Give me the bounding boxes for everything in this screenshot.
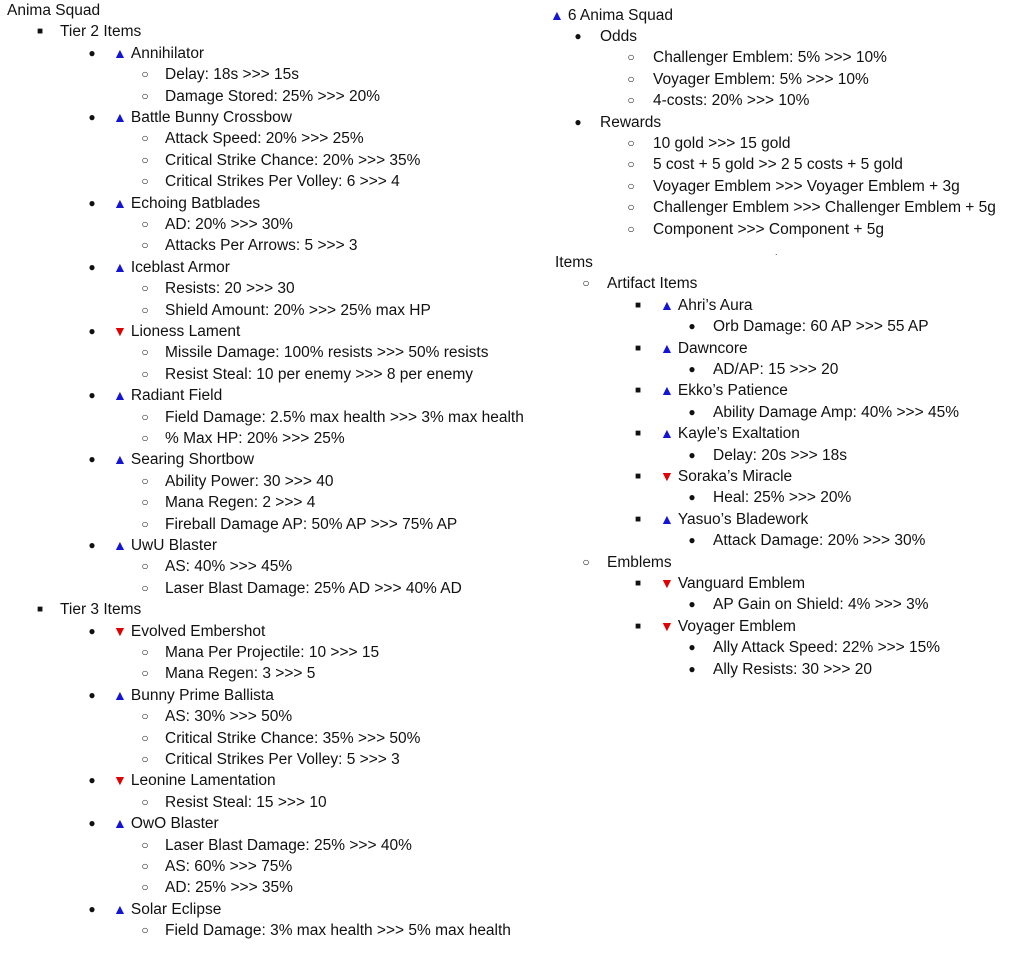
outline-item-label: Mana Regen: 2 >>> 4	[165, 494, 316, 512]
buff-arrow-up-icon: ▲	[113, 537, 127, 553]
outline-item-label: % Max HP: 20% >>> 25%	[165, 430, 345, 447]
outline-item-label: Laser Blast Damage: 25% AD >>> 40% AD	[165, 579, 462, 597]
buff-arrow-up-icon: ▲	[113, 194, 127, 211]
outline-item-label: Voyager Emblem: 5% >>> 10%	[653, 70, 869, 88]
outline-item-label: Ahri’s Aura	[677, 296, 753, 314]
hollow-bullet-icon: ○	[627, 178, 635, 193]
outline-item	[165, 556, 292, 577]
outline-item-label: AD: 20% >>> 30%	[165, 216, 293, 233]
outline-item-label: Fireball Damage AP: 50% AP >>> 75% AP	[165, 515, 458, 533]
square-bullet-icon: ■	[634, 299, 642, 311]
outline-item	[165, 492, 315, 513]
outline-item-label: OwO Blaster	[130, 815, 219, 833]
outline-item-label: Attacks Per Arrows: 5 >>> 3	[165, 237, 358, 255]
hollow-bullet-icon: ○	[582, 276, 590, 291]
nerf-arrow-down-icon: ▼	[113, 772, 127, 789]
outline-item-label: Component >>> Component + 5g	[653, 220, 884, 238]
outline-item	[555, 252, 593, 273]
buff-arrow-up-icon: ▲	[113, 815, 127, 832]
outline-item	[165, 856, 292, 877]
outline-item	[660, 380, 788, 401]
outline-item	[713, 530, 925, 551]
outline-item-label: Voyager Emblem	[677, 617, 796, 635]
filled-bullet-icon: ●	[688, 362, 696, 376]
outline-item-label: Leonine Lamentation	[130, 772, 276, 790]
outline-item	[653, 90, 809, 111]
outline-item	[165, 920, 511, 941]
outline-item	[165, 749, 400, 770]
outline-item	[713, 659, 872, 680]
buff-arrow-up-icon: ▲	[113, 900, 127, 917]
outline-item-label: Ability Power: 30 >>> 40	[165, 472, 334, 490]
buff-arrow-up-icon: ▲	[113, 44, 127, 61]
outline-item	[113, 621, 265, 642]
hollow-bullet-icon: ○	[141, 88, 149, 103]
outline-item	[165, 428, 345, 449]
outline-item-label: 6 Anima Squad	[567, 6, 673, 24]
buff-arrow-up-icon: ▲	[113, 109, 127, 125]
hollow-bullet-icon: ○	[141, 730, 149, 745]
outline-item-label: Attack Damage: 20% >>> 30%	[713, 532, 926, 550]
outline-item	[165, 663, 315, 684]
square-bullet-icon: ■	[634, 513, 642, 525]
outline-item	[660, 423, 800, 444]
outline-item-label: Soraka’s Miracle	[677, 468, 793, 485]
outline-item-label: Tier 2 Items	[60, 23, 142, 41]
buff-arrow-up-icon: ▲	[660, 382, 674, 399]
outline-item	[713, 402, 959, 423]
outline-item-label: AS: 30% >>> 50%	[165, 708, 293, 726]
outline-item	[165, 642, 379, 663]
outline-item	[113, 43, 204, 64]
outline-item-label: Evolved Embershot	[130, 622, 266, 640]
outline-item	[713, 445, 847, 466]
outline-item-label: Lioness Lament	[130, 323, 241, 340]
outline-item-label: Mana Regen: 3 >>> 5	[165, 665, 316, 683]
outline-item-label: Ability Damage Amp: 40% >>> 45%	[713, 403, 959, 421]
outline-item-label: Mana Per Projectile: 10 >>> 15	[165, 644, 380, 661]
outline-item-label: Rewards	[600, 113, 662, 131]
outline-item	[113, 321, 240, 342]
outline-item-label: Echoing Batblades	[130, 194, 261, 212]
outline-item-label: Challenger Emblem >>> Challenger Emblem + 5g	[653, 199, 996, 217]
outline-item-label: Missile Damage: 100% resists >>> 50% resists	[165, 344, 489, 362]
hollow-bullet-icon: ○	[141, 837, 149, 852]
hollow-bullet-icon: ○	[141, 752, 149, 766]
outline-item-label: AS: 60% >>> 75%	[165, 858, 293, 875]
filled-bullet-icon: ●	[88, 816, 96, 831]
outline-item	[113, 813, 219, 834]
filled-bullet-icon: ●	[574, 114, 582, 129]
hollow-bullet-icon: ○	[141, 131, 149, 146]
outline-item-label: Field Damage: 3% max health >>> 5% max health	[165, 922, 511, 940]
hollow-bullet-icon: ○	[627, 135, 635, 150]
hollow-bullet-icon: ○	[141, 238, 149, 253]
outline-item	[550, 5, 673, 26]
nerf-arrow-down-icon: ▼	[660, 575, 674, 591]
outline-item	[653, 69, 869, 90]
outline-item-label: AD/AP: 15 >>> 20	[713, 361, 839, 378]
outline-item-label: Shield Amount: 20% >>> 25% max HP	[165, 301, 431, 319]
hollow-bullet-icon: ○	[627, 93, 635, 108]
outline-item	[713, 594, 929, 615]
outline-item	[60, 21, 141, 42]
outline-item	[660, 573, 805, 594]
square-bullet-icon: ■	[634, 471, 642, 482]
filled-bullet-icon: ●	[688, 404, 696, 419]
filled-bullet-icon: ●	[88, 388, 96, 403]
outline-item	[607, 552, 672, 573]
hollow-bullet-icon: ○	[141, 794, 149, 809]
outline-item-label: Orb Damage: 60 AP >>> 55 AP	[713, 318, 929, 336]
outline-item-label: AP Gain on Shield: 4% >>> 3%	[713, 596, 929, 614]
outline-item	[165, 407, 524, 428]
hollow-bullet-icon: ○	[141, 302, 149, 317]
outline-item	[113, 770, 276, 791]
outline-item-label: Resists: 20 >>> 30	[165, 280, 295, 298]
outline-item	[165, 728, 420, 749]
hollow-bullet-icon: ○	[141, 880, 149, 895]
hollow-bullet-icon: ○	[141, 409, 149, 424]
nerf-arrow-down-icon: ▼	[113, 323, 127, 339]
outline-item	[653, 47, 887, 68]
outline-item-label: Tier 3 Items	[60, 601, 142, 619]
hollow-bullet-icon: ○	[141, 67, 149, 82]
filled-bullet-icon: ●	[688, 533, 696, 548]
outline-item	[165, 835, 412, 856]
outline-item	[165, 64, 299, 85]
outline-item	[607, 273, 697, 294]
hollow-bullet-icon: ○	[627, 221, 635, 236]
outline-item	[653, 219, 884, 240]
outline-item	[660, 338, 748, 359]
nerf-arrow-down-icon: ▼	[660, 468, 674, 484]
outline-item-label: Ally Resists: 30 >>> 20	[713, 660, 872, 678]
outline-item-label: Solar Eclipse	[130, 900, 222, 918]
filled-bullet-icon: ●	[688, 661, 696, 676]
filled-bullet-icon: ●	[88, 901, 96, 916]
outline-item	[165, 578, 462, 599]
buff-arrow-up-icon: ▲	[660, 339, 674, 356]
filled-bullet-icon: ●	[688, 490, 696, 505]
hollow-bullet-icon: ○	[141, 473, 149, 488]
nerf-arrow-down-icon: ▼	[660, 617, 674, 634]
outline-item	[165, 364, 473, 385]
outline-item-label: Anima Squad	[7, 2, 101, 19]
outline-item-label: Attack Speed: 20% >>> 25%	[165, 130, 364, 148]
outline-item	[653, 154, 903, 175]
outline-item	[165, 792, 327, 813]
hollow-bullet-icon: ○	[141, 152, 149, 167]
outline-item	[7, 0, 100, 21]
buff-arrow-up-icon: ▲	[550, 6, 564, 23]
filled-bullet-icon: ●	[88, 324, 96, 338]
outline-item-label: Delay: 20s >>> 18s	[713, 446, 847, 464]
outline-item	[653, 133, 790, 154]
filled-bullet-icon: ●	[88, 45, 96, 60]
outline-item	[165, 300, 431, 321]
outline-item-label: Laser Blast Damage: 25% >>> 40%	[165, 836, 412, 854]
outline-item-label: Odds	[600, 27, 638, 45]
square-bullet-icon: ■	[634, 578, 642, 589]
outline-item	[713, 637, 940, 658]
outline-item-label: UwU Blaster	[130, 537, 217, 554]
outline-item	[165, 150, 420, 171]
outline-item-label: Annihilator	[130, 44, 205, 62]
outline-item	[660, 466, 792, 487]
outline-item-label: Battle Bunny Crossbow	[130, 109, 292, 126]
buff-arrow-up-icon: ▲	[660, 296, 674, 313]
outline-item-label: Challenger Emblem: 5% >>> 10%	[653, 49, 887, 67]
outline-item	[713, 359, 838, 380]
outline-item	[165, 877, 293, 898]
hollow-bullet-icon: ○	[627, 200, 635, 215]
square-bullet-icon: ■	[36, 26, 44, 38]
outline-item-label: 10 gold >>> 15 gold	[653, 134, 791, 152]
outline-item	[165, 235, 358, 256]
outline-item	[165, 214, 293, 235]
outline-item-label: AS: 40% >>> 45%	[165, 558, 293, 576]
nerf-arrow-down-icon: ▼	[113, 622, 127, 639]
buff-arrow-up-icon: ▲	[113, 451, 127, 468]
outline-item-label: Yasuo’s Bladework	[677, 510, 809, 528]
outline-item-label: Resist Steal: 15 >>> 10	[165, 793, 327, 811]
hollow-bullet-icon: ○	[141, 666, 149, 681]
buff-arrow-up-icon: ▲	[660, 510, 674, 527]
outline-item	[600, 26, 637, 47]
outline-item	[165, 514, 457, 535]
outline-item	[660, 616, 796, 637]
outline-item	[113, 449, 254, 470]
outline-item-label: Kayle’s Exaltation	[677, 425, 800, 443]
outline-item-label: Dawncore	[677, 339, 748, 357]
square-bullet-icon: ■	[36, 604, 44, 616]
tick-mark: .	[775, 247, 778, 257]
outline-item-label: AD: 25% >>> 35%	[165, 879, 293, 897]
outline-item-label: Searing Shortbow	[130, 451, 255, 469]
outline-item	[653, 197, 996, 218]
outline-item	[165, 171, 400, 192]
outline-item-label: Damage Stored: 25% >>> 20%	[165, 87, 380, 105]
filled-bullet-icon: ●	[688, 447, 696, 462]
outline-item	[713, 487, 851, 508]
hollow-bullet-icon: ○	[141, 645, 149, 659]
filled-bullet-icon: ●	[88, 773, 96, 788]
outline-item-label: Emblems	[607, 553, 672, 571]
filled-bullet-icon: ●	[688, 640, 696, 655]
outline-item-label: Iceblast Armor	[130, 258, 230, 276]
filled-bullet-icon: ●	[88, 259, 96, 274]
hollow-bullet-icon: ○	[627, 157, 635, 172]
filled-bullet-icon: ●	[88, 195, 96, 210]
hollow-bullet-icon: ○	[141, 559, 149, 574]
outline-item	[60, 599, 141, 620]
outline-item	[113, 257, 230, 278]
hollow-bullet-icon: ○	[141, 431, 149, 445]
filled-bullet-icon: ●	[88, 623, 96, 638]
filled-bullet-icon: ●	[88, 538, 96, 552]
filled-bullet-icon: ●	[88, 110, 96, 124]
hollow-bullet-icon: ○	[141, 345, 149, 360]
hollow-bullet-icon: ○	[141, 923, 149, 938]
hollow-bullet-icon: ○	[582, 554, 590, 569]
filled-bullet-icon: ●	[88, 452, 96, 467]
outline-item-label: Critical Strike Chance: 35% >>> 50%	[165, 729, 421, 747]
hollow-bullet-icon: ○	[141, 516, 149, 531]
buff-arrow-up-icon: ▲	[113, 686, 127, 703]
buff-arrow-up-icon: ▲	[113, 387, 127, 404]
outline-item	[165, 86, 380, 107]
square-bullet-icon: ■	[634, 385, 642, 397]
buff-arrow-up-icon: ▲	[113, 258, 127, 275]
square-bullet-icon: ■	[634, 342, 642, 354]
square-bullet-icon: ■	[634, 620, 642, 632]
outline-item-label: Critical Strikes Per Volley: 6 >>> 4	[165, 173, 400, 191]
square-bullet-icon: ■	[634, 428, 642, 440]
outline-item	[165, 278, 295, 299]
outline-item-label: 4-costs: 20% >>> 10%	[653, 92, 810, 110]
outline-item	[113, 535, 217, 556]
outline-item-label: Bunny Prime Ballista	[130, 686, 274, 704]
hollow-bullet-icon: ○	[141, 495, 149, 510]
hollow-bullet-icon: ○	[627, 50, 635, 65]
outline-item-label: Radiant Field	[130, 387, 223, 405]
hollow-bullet-icon: ○	[141, 709, 149, 724]
outline-item	[713, 316, 929, 337]
outline-item	[660, 295, 753, 316]
outline-item	[113, 899, 221, 920]
outline-item	[165, 706, 292, 727]
outline-item-label: Resist Steal: 10 per enemy >>> 8 per enemy	[165, 365, 474, 383]
hollow-bullet-icon: ○	[141, 859, 149, 873]
hollow-bullet-icon: ○	[141, 217, 149, 231]
outline-item-label: Ally Attack Speed: 22% >>> 15%	[713, 639, 941, 657]
outline-item	[113, 193, 260, 214]
outline-item	[165, 471, 333, 492]
buff-arrow-up-icon: ▲	[660, 425, 674, 442]
outline-item-label: 5 cost + 5 gold >> 2 5 costs + 5 gold	[653, 156, 903, 174]
outline-item	[653, 176, 960, 197]
outline-item	[113, 107, 292, 128]
hollow-bullet-icon: ○	[141, 366, 149, 381]
outline-item-label: Delay: 18s >>> 15s	[165, 66, 299, 84]
hollow-bullet-icon: ○	[627, 71, 635, 86]
outline-item	[165, 128, 364, 149]
filled-bullet-icon: ●	[88, 687, 96, 702]
outline-item-label: Critical Strike Chance: 20% >>> 35%	[165, 151, 421, 169]
outline-item-label: Ekko’s Patience	[677, 382, 788, 400]
outline-item	[113, 385, 222, 406]
hollow-bullet-icon: ○	[141, 281, 149, 296]
outline-item-label: Critical Strikes Per Volley: 5 >>> 3	[165, 751, 400, 768]
outline-item-label: Voyager Emblem >>> Voyager Emblem + 3g	[653, 177, 960, 195]
filled-bullet-icon: ●	[574, 28, 582, 43]
outline-item	[600, 112, 661, 133]
outline-item-label: Vanguard Emblem	[677, 575, 806, 592]
filled-bullet-icon: ●	[688, 597, 696, 612]
hollow-bullet-icon: ○	[141, 174, 149, 189]
hollow-bullet-icon: ○	[141, 580, 149, 595]
outline-item-label: Field Damage: 2.5% max health >>> 3% max health	[165, 408, 524, 426]
filled-bullet-icon: ●	[688, 319, 696, 334]
outline-item-label: Heal: 25% >>> 20%	[713, 489, 852, 507]
outline-item	[660, 509, 808, 530]
outline-item	[165, 342, 488, 363]
outline-item-label: Artifact Items	[607, 275, 698, 293]
outline-item-label: Items	[555, 254, 593, 271]
outline-item	[113, 685, 274, 706]
